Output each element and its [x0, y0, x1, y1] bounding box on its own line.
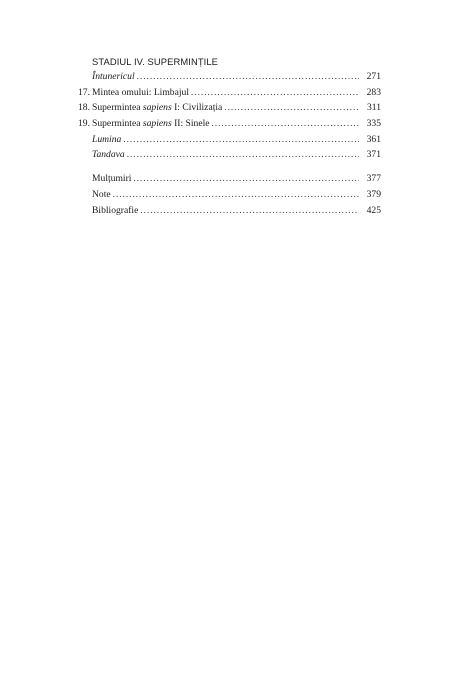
entry-page: 425 — [366, 204, 381, 216]
entry-page: 271 — [366, 71, 381, 82]
toc-entry-lumina[interactable] — [78, 132, 381, 148]
toc-entry-chapter-18[interactable] — [78, 100, 381, 116]
table-of-contents — [78, 54, 381, 218]
dot-leader — [212, 116, 359, 132]
toc-entry-bibliografie[interactable] — [78, 203, 381, 219]
dot-leader — [113, 187, 359, 203]
dot-leader — [137, 69, 359, 85]
entry-number: 18. — [78, 102, 90, 114]
entry-title: Supermintea sapiens II: Sinele — [92, 118, 210, 130]
toc-entry-multumiri[interactable] — [78, 171, 381, 187]
entry-title: Întunericul — [92, 71, 135, 82]
entry-title: Bibliografie — [92, 204, 139, 216]
entry-page: 361 — [366, 133, 381, 145]
toc-entry-chapter-19[interactable] — [78, 116, 381, 132]
section-gap — [78, 163, 381, 171]
entry-page: 283 — [366, 86, 381, 98]
toc-entry-note[interactable] — [78, 187, 381, 203]
entry-title: Note — [92, 188, 111, 200]
dot-leader — [127, 147, 359, 163]
dot-leader — [123, 132, 359, 148]
entry-title: Mintea omului: Limbajul — [92, 86, 189, 98]
entry-page: 311 — [366, 102, 381, 114]
entry-title: Lumina — [92, 133, 122, 145]
toc-entry-chapter-17[interactable] — [78, 85, 381, 101]
dot-leader — [224, 100, 359, 116]
dot-leader — [133, 171, 359, 187]
entry-page: 377 — [366, 173, 381, 185]
dot-leader — [191, 85, 359, 101]
entry-title: Mulțumiri — [92, 173, 132, 185]
entry-number: 17. — [78, 86, 90, 98]
entry-title: Tandava — [92, 149, 125, 161]
entry-number: 19. — [78, 118, 90, 130]
section-title: STADIUL IV. SUPERMINȚILE — [92, 56, 219, 67]
entry-page: 371 — [366, 149, 381, 161]
entry-page: 335 — [366, 118, 381, 130]
toc-entry-intunericul[interactable] — [78, 69, 381, 85]
toc-entry-tandava[interactable] — [78, 147, 381, 163]
entry-title: Supermintea sapiens I: Civilizația — [92, 102, 223, 114]
entry-page: 379 — [366, 188, 381, 200]
dot-leader — [140, 203, 359, 219]
